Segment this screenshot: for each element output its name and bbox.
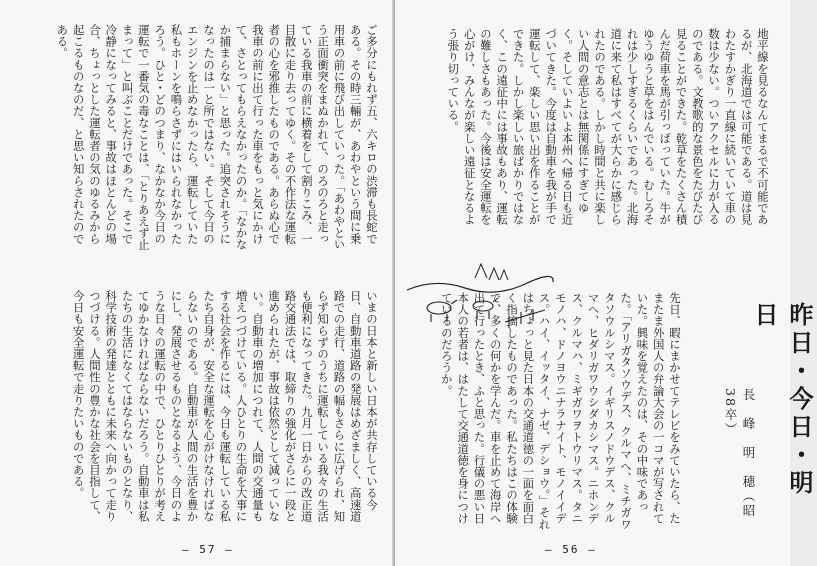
right-upper-text: 地平線を見るなんてまるで不可能であるが、北海道では可能である。道は見わたすかぎり一直線に続いていて車の数は少ない。ついアクセルに力が入るのである。文教歌的な景色をたびたび見ることができた。乾草をたくさん積んだ荷車を馬が引っぱっていた。牛がゆうゆうと草をはんでいる。むしろそれは少しすぎるくらいであった。北海道に来て私はすべてが大らかに感じられたのである。しかし時間と共に楽しい人間の意志とは無関係にすぎてゆく。そしていよいよ本州へ帰る日も近づいてきた。今度は自動車を我が手で運転して、楽しい思い出を作ることができた。しかし楽しい旅ばかりではなく、この遠征中には事故もあり、運転の難しさもあった。今後は安全運転を心がけ、みんなが楽しい遠征となるよう張り切っている。 — [446, 28, 770, 226]
page-number-right: — 56 — — [545, 543, 597, 556]
left-lower-text: いまの日本と新しい日本が共存している今日、自動車道路の発展はめざましく、高速道路での走行、道路の幅もさらに広げられ、知らず知らずのうちに運転している我々の生活も便利になってきた。九月一日からの改正道路交通法では、取締りの強化がさらに一段と進められたが、事故は依然として減っていない。自動車の増加につれて、人間の交通量も増えつづけている。人ひとりの生命を大事にする社会を作るには、今日も運転している私たち自身が、安全な運転を心がけなければならないのである。自動車が人間の生活を豊かにし、発展させるものとなるよう、今日のような日々の運転の中で、ひとりひとりが考えてゆかなければならないだろう。自動車は私たちの生活になくてはならないものとなり、科学技術の発達とともに未来へ向かって走りつづける。人間性の豊かな社会を目指して、今日も安全運転で走りたいものである。 — [71, 290, 379, 522]
right-page — [395, 0, 813, 566]
right-lower-text: 先日、暇にまかせてテレビをみていたら、たまたま外国人の弁論大会の一コマが写されていた。興味を覚えたのは、その中味であった。「アリガタソウデス、クルマへ、ミチガワタソウルシマス。イギリスノドウデス、クルマヘ、ヒダリガワウシダカシマス。ニホンデス、クルマハ、ミギガワヲトウリマス。タニモノハ、ドノヨウニナラナイト、モノイイデス。ハイ、イッタイ、ナゼ、デショウ。」それはちょっと見た日本の交通道徳の一面を面白く指摘したものであった。私たちはこの体験で、多くの何かを学んだ。車を止めて海岸へ出て行ったとき、ふと思った。行儀の悪い日本人の若者は、はたして交通道徳を身につけているのだろうか。 — [439, 292, 682, 530]
left-upper-text: ご多分にもれず五、六キロの渋滞も長蛇である。その時三輛が、あわやという間に乗用車の前に飛び出していった。「あわやという正面衝突をまぬかれて、のろのろと走っている我車の前に横着をして割りこみ、一目散に走り去ってゆく。その不作法な運転者の心を邪推したものである。あらぬ心で我車の前に出て行った車をもっと気にかけて、さとってもらえなかったのか。「なかなか捕まらない」と思った。追突されそうになったのは一と所ではない。そして今日のエンジンを止めなかったら、運転していた私もホーンを鳴らさずにはいられなかったろう。ひと・どのつまり、なかなか今日の運転で一番気の毒なことは、「とりあえず止まって」と叫ぶことだけであった。そこで冷静になってみると、事故はほとんどの場合、ちょっとした運転者の気のゆるみから起こるものなのだ、と思い知らされたのである。 — [55, 24, 379, 251]
article-title: 昨日・今日・明日 — [750, 302, 813, 498]
page-number-left: — 57 — — [182, 543, 234, 556]
left-page — [0, 0, 395, 566]
article-author: 長 峰 明 穂（昭38卒） — [723, 388, 756, 519]
